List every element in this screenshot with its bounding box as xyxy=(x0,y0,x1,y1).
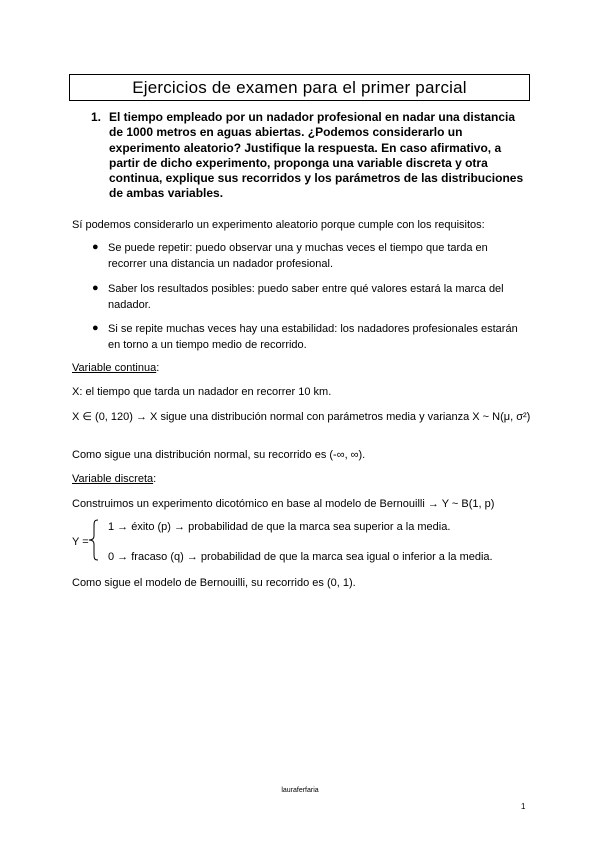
continuous-definition: X: el tiempo que tarda un nadador en recorrer 10 km. xyxy=(72,386,332,398)
discrete-heading-text: Variable discreta xyxy=(72,473,154,485)
continuous-heading xyxy=(72,361,532,375)
question-text: El tiempo empleado por un nadador profesional en nadar una distancia de 1000 metros en aguas abiertas. ¿Podemos considerarlo un experimento aleatorio? Justifique la respuesta. En caso afirmativo, a partir de dicho experimento, proponga una variable discreta y otra continua, explique sus recorridos y los parámetros de las distribuciones de ambas variables. xyxy=(109,110,524,201)
footer-author: lauraferfaria xyxy=(281,787,319,794)
case-failure: 0 → fracaso (q) → probabilidad de que la marca sea igual o inferior a la media. xyxy=(108,551,493,563)
bullet-icon: ● xyxy=(92,241,99,253)
question-number: 1. xyxy=(91,110,102,124)
discrete-heading xyxy=(72,472,532,486)
page-number: 1 xyxy=(521,802,526,811)
y-label: Y = xyxy=(72,536,89,548)
bullet-icon: ● xyxy=(92,282,99,294)
discrete-construction: Construimos un experimento dicotómico en base al modelo de Bernouilli → Y ~ B(1, p) xyxy=(72,498,495,510)
case-success: 1 → éxito (p) → probabilidad de que la marca sea superior a la media. xyxy=(108,521,451,533)
bullet-item: Si se repite muchas veces hay una estabilidad: los nadadores profesionales estarán en torno a un tiempo medio de recorrido. xyxy=(108,323,518,351)
bullet-item: Se puede repetir: puedo observar una y muchas veces el tiempo que tarda en recorrer una distancia un nadador profesional. xyxy=(108,242,488,270)
continuous-distribution: X ∈ (0, 120) → X sigue una distribución normal con parámetros media y varianza X ~ N(μ, σ²) xyxy=(72,411,531,423)
bullet-item: Saber los resultados posibles: puedo saber entre qué valores estará la marca del nadador. xyxy=(108,283,504,311)
intro-paragraph: Sí podemos considerarlo un experimento aleatorio porque cumple con los requisitos: xyxy=(72,219,485,231)
page-title: Ejercicios de examen para el primer parcial xyxy=(69,74,530,101)
left-brace-icon xyxy=(88,519,102,561)
bullet-icon: ● xyxy=(92,322,99,334)
discrete-heading-colon: : xyxy=(153,473,157,485)
discrete-range: Como sigue el modelo de Bernouilli, su recorrido es (0, 1). xyxy=(72,577,356,589)
continuous-heading-text: Variable continua xyxy=(72,362,157,374)
continuous-heading-colon: : xyxy=(156,362,160,374)
continuous-range: Como sigue una distribución normal, su recorrido es (-∞, ∞). xyxy=(72,449,366,461)
